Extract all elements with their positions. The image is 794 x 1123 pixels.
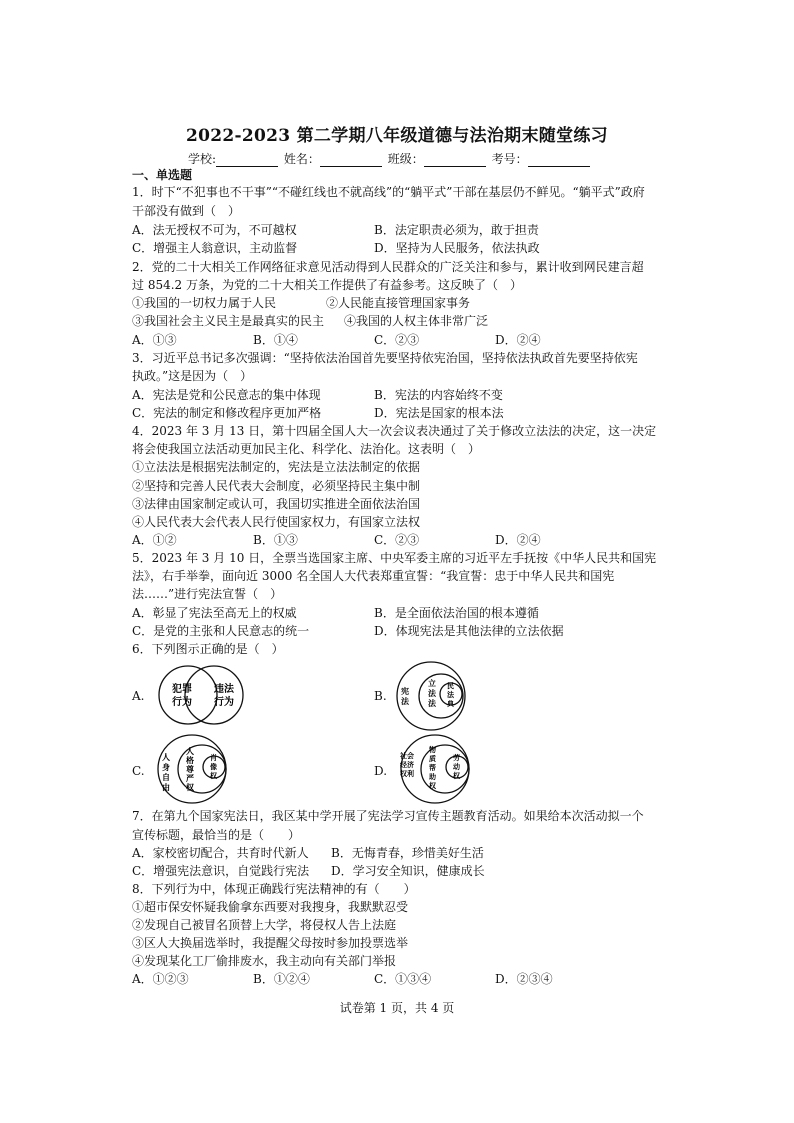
q1-stem-line2: 干部没有做到（ ） [132,204,241,218]
diagram-label-line: 犯罪 [172,684,192,695]
q6-option-d-label: D. [374,764,388,778]
diagram-label-line: 经济 [400,761,414,769]
q3-option-d: D．宪法是国家的根本法 [374,406,504,420]
q7-option-b: B．无悔青春，珍惜美好生活 [331,846,484,860]
diagram-label-line: 人 [186,747,194,756]
diagram-d-middle-label [428,745,437,790]
q8-stem: 8．下列行为中，体现正确践行宪法精神的有（ ） [132,882,416,896]
diagram-a-left-label [172,682,192,708]
q7-option-c: C．增强宪法意识，自觉践行宪法 [132,864,310,878]
q8-option-c: C．①③④ [374,972,432,986]
class-blank [424,154,486,167]
q4-stem-line1: 4．2023 年 3 月 13 日，第十四届全国人大一次会议表决通过了关于修改立法法的决定，这一决定 [132,424,657,438]
diagram-label-line: 严 [186,774,194,783]
exam-no-label: 考号： [491,152,528,166]
diagram-label-line: 像 [210,763,217,771]
q8-option-a: A．①②③ [132,972,189,986]
diagram-label-line: 法 [401,697,409,706]
diagram-b-outer-label [401,686,410,706]
diagram-label-line: 尊 [186,765,194,774]
q4-option-c: C．②③ [374,533,420,547]
diagram-label-line: 法 [428,689,436,698]
q2-statement-3: ③我国社会主义民主是最真实的民主 [132,314,325,328]
diagram-label-line: 肖 [210,754,217,762]
student-info-row [188,150,592,167]
diagram-label-line: 行为 [172,697,192,708]
diagram-label-line: 权 [429,782,436,790]
q2-option-d: D．②④ [495,333,541,347]
q6-option-a-label: A. [132,689,145,703]
diagram-label-line: 质 [429,755,436,763]
q2-option-a: A．①③ [132,333,177,347]
diagram-label-line: 人 [162,753,170,762]
q2-statement-4: ④我国的人权主体非常广泛 [344,314,489,328]
diagram-b-inner-label [447,681,455,708]
q1-option-d: D．坚持为人民服务，依法执政 [374,241,540,255]
diagram-d [393,732,483,806]
q1-stem-line1: 1．时下“不犯事也不干事”“不碰红线也不就高线”的“躺平式”干部在基层仍不鲜见。“躺平式”政府 [132,185,645,199]
diagram-label-line: 行为 [214,697,234,708]
q8-statement-3: ③区人大换届选举时，我提醒父母按时参加投票选举 [132,936,409,950]
diagram-c-inner-label [210,753,218,780]
diagram-d-outer-label [399,751,414,778]
q8-option-d: D．②③④ [495,972,553,986]
diagram-a [150,662,250,728]
diagram-label-line: 助 [429,773,436,781]
page-title: 2022-2023 第二学期八年级道德与法治期末随堂练习 [185,126,608,146]
q1-option-c: C．增强主人翁意识，主动监督 [132,241,298,255]
name-blank [320,154,382,167]
q3-option-c: C．宪法的制定和修改程序更加严格 [132,406,322,420]
q6-stem: 6．下列图示正确的是（ ） [132,642,284,656]
name-label: 姓名： [283,152,320,166]
q7-option-a: A．家校密切配合，共育时代新人 [132,846,309,860]
q2-statement-1: ①我国的一切权力属于人民 [132,296,277,310]
diagram-label-line: 由 [162,783,170,792]
q4-option-d: D．②④ [495,533,541,547]
class-label: 班级： [387,152,424,166]
diagram-c [150,732,240,806]
diagram-label-line: 权利 [400,770,414,778]
diagram-label-line: 身 [162,763,170,772]
q5-stem-line3: 法……”进行宪法宣誓（ ） [132,587,283,601]
q8-statement-4: ④发现某化工厂偷排废水，我主动向有关部门举报 [132,954,397,968]
q3-stem-line2: 执政。”这是因为（ ） [132,369,253,383]
q8-option-b: B．①②④ [253,972,310,986]
q2-stem-line1: 2．党的二十大相关工作网络征求意见活动得到人民群众的广泛关注和参与，累计收到网民建言超 [132,260,644,274]
q6-option-b-label: B. [374,689,387,703]
q7-stem-line1: 7．在第九个国家宪法日，我区某中学开展了宪法学习宣传主题教育活动。如果给本次活动拟一个 [132,809,644,823]
q8-statement-2: ②发现自己被冒名顶替上大学，将侵权人告上法庭 [132,918,397,932]
q5-option-a: A．彰显了宪法至高无上的权威 [132,606,297,620]
diagram-a-right-label [213,682,235,708]
diagram-label-line: 法 [447,691,454,699]
diagram-label-line: 物 [429,746,436,754]
diagram-label-line: 法 [428,699,436,708]
q3-option-b: B．宪法的内容始终不变 [374,388,503,402]
q7-stem-line2: 宣传标题，最恰当的是（ ） [132,828,301,842]
diagram-label-line: 劳 [453,754,460,762]
q5-option-c: C．是党的主张和人民意志的统一 [132,624,310,638]
diagram-label-line: 权 [186,783,194,792]
diagram-label-line: 民 [447,682,454,690]
q3-option-a: A．宪法是党和公民意志的集中体现 [132,388,321,402]
diagram-label-line: 社会 [400,752,414,760]
diagram-label-line: 格 [186,756,194,765]
q1-option-a: A．法无授权不可为，不可越权 [132,223,297,237]
q5-option-d: D．体现宪法是其他法律的立法依据 [374,624,564,638]
diagram-b-middle-circle [419,674,463,718]
q1-option-b: B．法定职责必须为，敢于担责 [374,223,539,237]
school-blank [216,154,278,167]
diagram-label-line: 典 [447,700,454,708]
diagram-c-outer-label [162,752,170,792]
q3-stem-line1: 3．习近平总书记多次强调：“坚持依法治国首先要坚持依宪治国，坚持依法执政首先要坚持依宪 [132,351,638,365]
q6-option-c-label: C. [132,764,145,778]
diagram-label-line: 立 [428,679,436,688]
q4-stem-line2: 将会使我国立法活动更加民主化、科学化、法治化。这表明（ ） [132,442,481,456]
diagram-label-line: 权 [453,772,460,780]
q8-statement-1: ①超市保安怀疑我偷拿东西要对我搜身，我默默忍受 [132,900,409,914]
q2-option-c: C．②③ [374,333,420,347]
diagram-label-line: 宪 [401,687,409,696]
q5-option-b: B．是全面依法治国的根本遵循 [374,606,539,620]
diagram-label-line: 违法 [214,684,234,695]
diagram-c-middle-label [186,746,195,792]
diagram-b-middle-label [428,678,437,708]
diagram-label-line: 自 [162,773,170,782]
q5-stem-line2: 法》，右手举拳，面向近 3000 名全国人大代表郑重宣誓：“我宣誓：忠于中华人民共和国宪 [132,569,615,583]
q4-statement-3: ③法律由国家制定或认可，我国切实推进全面依法治国 [132,497,421,511]
q4-statement-1: ①立法法是根据宪法制定的，宪法是立法法制定的依据 [132,460,421,474]
q2-statement-2: ②人民能直接管理国家事务 [326,296,471,310]
q4-statement-4: ④人民代表大会代表人民行使国家权力，有国家立法权 [132,515,421,529]
diagram-a-left-circle [159,666,217,724]
diagram-label-line: 动 [453,763,460,771]
page-footer: 试卷第 1 页，共 4 页 [339,1001,455,1015]
q2-option-b: B．①④ [253,333,298,347]
diagram-a-right-circle [185,666,243,724]
q7-option-d: D．学习安全知识，健康成长 [331,864,485,878]
diagram-label-line: 权 [210,772,217,780]
q4-option-a: A．①② [132,533,177,547]
diagram-label-line: 帮 [429,764,436,772]
q4-option-b: B．①③ [253,533,298,547]
q4-statement-2: ②坚持和完善人民代表大会制度，必须坚持民主集中制 [132,479,421,493]
diagram-d-inner-label [453,753,461,780]
q2-stem-line2: 过 854.2 万条，为党的二十大相关工作提供了有益参考。这反映了（ ） [132,278,522,292]
exam-no-blank [528,154,590,167]
q5-stem-line1: 5．2023 年 3 月 10 日，全票当选国家主席、中央军委主席的习近平左手抚按《中华人民共和国宪 [132,551,657,565]
diagram-b [393,660,473,732]
school-label: 学校: [188,152,217,166]
section-heading: 一、单选题 [132,168,193,182]
